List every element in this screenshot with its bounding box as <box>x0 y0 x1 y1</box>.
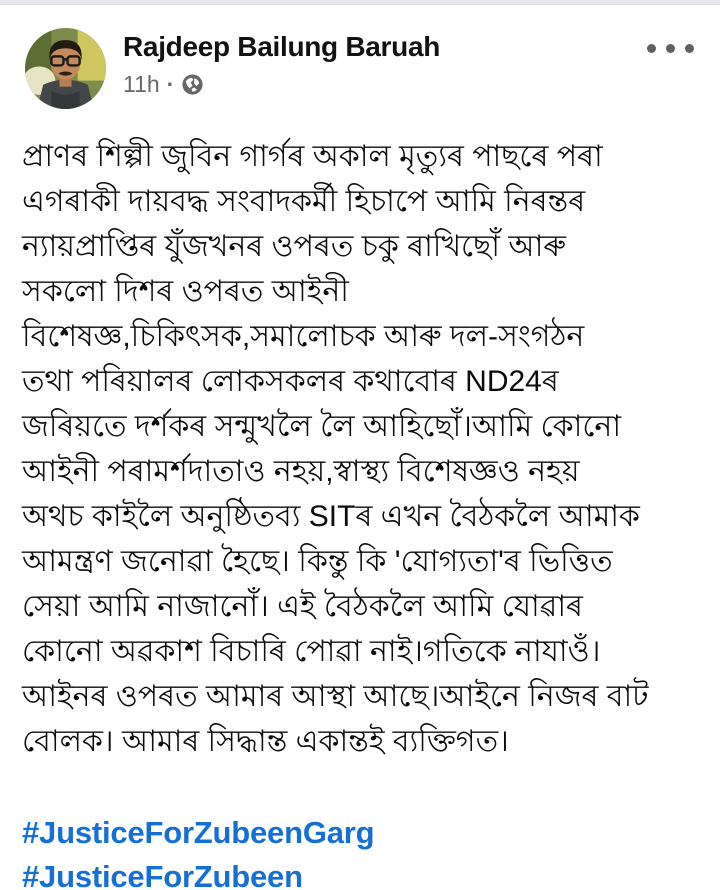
post-body <box>0 134 720 764</box>
hashtag-block <box>0 811 720 890</box>
ellipsis-dot-icon <box>685 44 694 53</box>
post-body-line: কোনো অৱকাশ বিচাৰি পোৱা নাই।গতিকে নাযাওঁ। <box>22 635 601 668</box>
author-name[interactable]: Rajdeep Bailung Baruah <box>123 31 441 62</box>
post-body-line: আইনৰ ওপৰত আমাৰ আস্থা আছে।আইনে নিজৰ বাট <box>22 680 649 713</box>
meta-separator: · <box>166 71 175 97</box>
post-body-line: সেয়া আমি নাজানোঁ। এই বৈঠকলৈ আমি যোৱাৰ <box>22 590 583 623</box>
post-body-line: বোলক। আমাৰ সিদ্ধান্ত একান্তই ব্যক্তিগত। <box>22 725 509 758</box>
ellipsis-dot-icon <box>666 44 675 53</box>
post-body-line: ন্যায়প্ৰাপ্তিৰ যুঁজখনৰ ওপৰত চকু ৰাখিছোঁ আৰু <box>22 230 566 263</box>
avatar-image <box>25 28 106 109</box>
post-menu-button[interactable] <box>645 38 696 59</box>
post-body-line: বিশেষজ্ঞ,চিকিৎসক,সমালোচক আৰু দল-সংগঠন <box>22 320 585 353</box>
avatar[interactable] <box>25 28 106 109</box>
post-body-line: সকলো দিশৰ ওপৰত আইনী <box>22 275 349 308</box>
post-body-line: আইনী পৰামৰ্শদাতাও নহয়,স্বাস্থ্য বিশেষজ্ঞও নহয় <box>22 455 580 488</box>
post-body-line: তথা পৰিয়ালৰ লোকসকলৰ কথাবোৰ ND24ৰ <box>22 365 559 398</box>
post-timestamp[interactable]: 11h <box>123 71 160 97</box>
hashtag-link-justiceforzubeengarg[interactable]: #JusticeForZubeenGarg <box>22 815 375 850</box>
post-meta-row <box>123 72 440 96</box>
post-body-line: অথচ কাইলৈ অনুষ্ঠিতব্য SITৰ এখন বৈঠকলৈ আমাক <box>22 500 640 533</box>
hashtag-link-justiceforzubeen[interactable]: #JusticeForZubeen <box>22 859 303 890</box>
post-body-line: এগৰাকী দায়বদ্ধ সংবাদকৰ্মী হিচাপে আমি নিৰন্তৰ <box>22 185 586 218</box>
post-header-info <box>123 28 440 96</box>
post-body-line: প্ৰাণৰ শিল্পী জুবিন গাৰ্গৰ অকাল মৃত্যুৰ পাছৰে পৰা <box>22 140 603 173</box>
globe-icon <box>181 73 204 96</box>
post-body-line: জৰিয়তে দৰ্শকৰ সন্মুখলৈ লৈ আহিছোঁ।আমি কোনো <box>22 410 622 443</box>
ellipsis-dot-icon <box>647 44 656 53</box>
post-header <box>0 5 720 109</box>
post-body-line: আমন্ত্ৰণ জনোৱা হৈছে। কিন্তু কি 'যোগ্যতা'ৰ ভিত্তিত <box>22 545 613 578</box>
